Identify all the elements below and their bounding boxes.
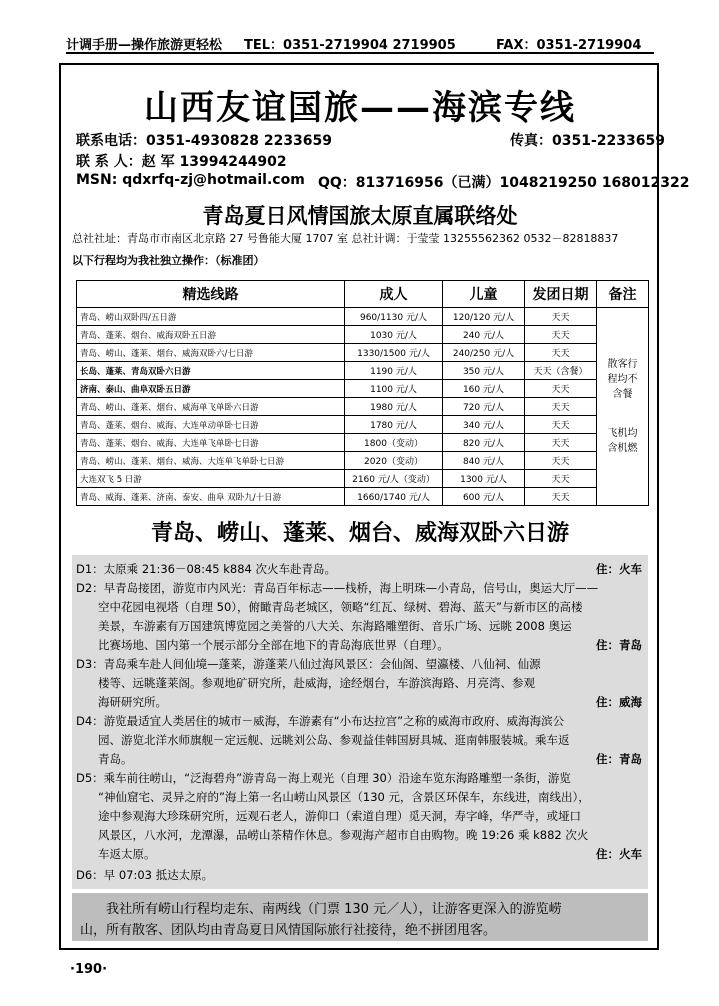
header-tel: TEL：0351-2719904 2719905: [244, 38, 456, 53]
footer-line-2: 山，所有散客、团队均由青岛夏日风情国际旅行社接待，绝不拼团甩客。: [80, 923, 497, 938]
remark-cell: [597, 308, 649, 506]
route-name: 青岛、蓬莱、烟台、威海、大连单飞单卧七日游: [77, 434, 345, 452]
itinerary-day-1: D1：太原乘 21:36－08:45 k884 次火车赴青岛。: [76, 562, 337, 576]
departure-date: 天天: [525, 434, 597, 452]
adult-price: 1100 元/人: [345, 380, 443, 398]
route-name: 青岛、崂山双卧四/五日游: [77, 308, 345, 326]
table-row: [77, 380, 649, 398]
stay-day-4: 住：青岛: [596, 752, 642, 766]
adult-price: 1660/1740 元/人: [345, 488, 443, 506]
page-title: 山西友谊国旅——海滨专线: [144, 88, 576, 128]
contact-fax: 传真：0351-2233659: [510, 133, 665, 149]
footer-line-1: 我社所有崂山行程均走东、南两线（门票 130 元／人），让游客更深入的游览崂: [106, 902, 562, 917]
itinerary-day-4-line: 青岛。: [98, 752, 133, 766]
departure-date: 天天: [525, 416, 597, 434]
table-row: [77, 344, 649, 362]
table-row: [77, 470, 649, 488]
child-price: 350 元/人: [443, 362, 525, 380]
child-price: 160 元/人: [443, 380, 525, 398]
route-name: 青岛、蓬莱、烟台、威海双卧五日游: [77, 326, 345, 344]
operation-note: 以下行程均为我社独立操作：（标准团）: [72, 254, 265, 267]
table-row: [77, 308, 649, 326]
departure-date: 天天: [525, 398, 597, 416]
itinerary-day-2-line: 比赛场地、国内第一个展示部分全部在地下的青岛海底世界（自理）。: [98, 638, 449, 652]
departure-date: 天天: [525, 452, 597, 470]
itinerary-day-2: D2：早青岛接团，游览市内风光：青岛百年标志——栈桥，海上明珠—小青岛，信号山，奥运大厅——: [76, 581, 599, 595]
adult-price: 1980 元/人: [345, 398, 443, 416]
table-row: [77, 398, 649, 416]
route-name: 青岛、崂山、蓬莱、烟台、威海双卧六/七日游: [77, 344, 345, 362]
stay-day-3: 住：威海: [596, 695, 642, 709]
office-address: 总社社址：青岛市市南区北京路 27 号鲁能大厦 1707 室 总社计调：于莹莹 13255562362 0532－82818837: [72, 232, 619, 245]
itinerary-day-5-line: 途中参观海大珍珠研究所，远观石老人，游仰口（索道自理）觅天洞，寿字峰，华严寺，或垭口: [98, 809, 581, 823]
adult-price: 1780 元/人: [345, 416, 443, 434]
remark-line: 含机燃: [607, 443, 638, 454]
adult-price: 1190 元/人: [345, 362, 443, 380]
col-header-remark: 备注: [597, 281, 649, 308]
child-price: 340 元/人: [443, 416, 525, 434]
adult-price: 1030 元/人: [345, 326, 443, 344]
departure-date: 天天: [525, 344, 597, 362]
child-price: 600 元/人: [443, 488, 525, 506]
remark-line: 飞机均: [607, 428, 638, 439]
itinerary-day-4: D4：游览最适宜人类居住的城市－威海，车游素有“小布达拉宫”之称的威海市政府、威海海滨公: [76, 714, 565, 728]
contact-phone: 联系电话：0351-4930828 2233659: [76, 133, 333, 149]
route-name: 大连双飞 5 日游: [77, 470, 345, 488]
footer-notice: [72, 893, 648, 941]
remark-line: 程均不: [607, 374, 638, 385]
route-name: 济南、泰山、曲阜双卧五日游: [77, 380, 345, 398]
adult-price: 2020（变动）: [345, 452, 443, 470]
col-header-adult: 成人: [345, 281, 443, 308]
adult-price: 2160 元/人（变动）: [345, 470, 443, 488]
page-number: ·190·: [70, 962, 108, 977]
tour-title: 青岛、崂山、蓬莱、烟台、威海双卧六日游: [150, 521, 569, 546]
itinerary-day-5-line: 风景区，八水河，龙潭瀑，品崂山茶精作休息。参观海产超市自由购物。晚 19:26 乘 k882 次火: [98, 828, 589, 842]
route-name: 青岛、蓬莱、烟台、威海、大连单动单卧七日游: [77, 416, 345, 434]
itinerary-day-2-line: 空中花园电视塔（自理 50），俯瞰青岛老城区，领略“红瓦、绿树、碧海、蓝天”与新市区的高楼: [98, 600, 583, 614]
col-header-date: 发团日期: [525, 281, 597, 308]
route-name: 长岛、蓬莱、青岛双卧六日游: [77, 362, 345, 380]
contact-person: 联 系 人：赵 军 13994244902: [76, 154, 287, 170]
child-price: 820 元/人: [443, 434, 525, 452]
header-slogan: 计调手册—操作旅游更轻松: [66, 38, 223, 53]
table-row: [77, 452, 649, 470]
table-row: [77, 488, 649, 506]
table-row: [77, 362, 649, 380]
remark-line: 含餐: [612, 389, 633, 400]
child-price: 1300 元/人: [443, 470, 525, 488]
col-header-route: 精选线路: [77, 281, 345, 308]
stay-day-1: 住：火车: [596, 562, 642, 576]
table-row: [77, 416, 649, 434]
stay-day-2: 住：青岛: [596, 638, 642, 652]
departure-date: 天天: [525, 380, 597, 398]
route-price-table: [76, 280, 649, 506]
itinerary-day-5-line: 车返太原。: [98, 847, 156, 861]
adult-price: 960/1130 元/人: [345, 308, 443, 326]
route-name: 青岛、崂山、蓬莱、烟台、威海、大连单飞单卧七日游: [77, 452, 345, 470]
itinerary-box: [72, 555, 648, 889]
departure-date: 天天: [525, 470, 597, 488]
itinerary-day-3-line: 楼等、远眺蓬莱阁。参观地矿研究所，赴威海，途经烟台，车游滨海路、月亮湾、参观: [98, 676, 535, 690]
child-price: 720 元/人: [443, 398, 525, 416]
adult-price: 1330/1500 元/人: [345, 344, 443, 362]
child-price: 840 元/人: [443, 452, 525, 470]
route-name: 青岛、威海、蓬莱、济南、泰安、曲阜 双卧九/十日游: [77, 488, 345, 506]
departure-date: 天天（含餐）: [525, 362, 597, 380]
itinerary-day-3-line: 海研研究所。: [98, 695, 167, 709]
itinerary-day-2-line: 美景，车游素有万国建筑博览园之美誉的八大关、东海路雕塑街、音乐广场、远眺 2008 奥运: [98, 619, 572, 633]
table-row: [77, 326, 649, 344]
contact-qq: QQ：813716956（已满）1048219250 168012322: [318, 175, 690, 191]
departure-date: 天天: [525, 488, 597, 506]
col-header-child: 儿童: [443, 281, 525, 308]
adult-price: 1800（变动）: [345, 434, 443, 452]
remark-line: 散客行: [607, 359, 638, 370]
itinerary-day-5: D5：乘车前往崂山，“泛海碧舟”游青岛－海上观光（自理 30）沿途车览东海路雕塑一条街，游览: [76, 771, 571, 785]
page-header: [66, 28, 654, 54]
child-price: 120/120 元/人: [443, 308, 525, 326]
table-row: [77, 434, 649, 452]
itinerary-day-3: D3：青岛乘车赴人间仙境—蓬莱，游蓬莱八仙过海风景区：会仙阁、望瀛楼、八仙祠、仙源: [76, 657, 541, 671]
itinerary-day-6: D6：早 07:03 抵达太原。: [76, 868, 214, 882]
section-subtitle: 青岛夏日风情国旅太原直属联络处: [202, 204, 518, 228]
child-price: 240 元/人: [443, 326, 525, 344]
itinerary-day-4-line: 园、游览北洋水师旗舰－定远舰、远眺刘公岛、参观益佳韩国厨具城、逛南韩服装城。乘车返: [98, 733, 570, 747]
stay-day-5: 住：火车: [596, 847, 642, 861]
contact-msn: MSN: qdxrfq-zj@hotmail.com: [76, 172, 305, 188]
header-fax: FAX：0351-2719904: [496, 38, 642, 53]
child-price: 240/250 元/人: [443, 344, 525, 362]
departure-date: 天天: [525, 326, 597, 344]
itinerary-day-5-line: “神仙窟宅、灵异之府的”海上第一名山崂山风景区（130 元，含景区环保车，东线进，南线出），: [98, 790, 590, 804]
route-name: 青岛、崂山、蓬莱、烟台、威海单飞单卧六日游: [77, 398, 345, 416]
departure-date: 天天: [525, 308, 597, 326]
